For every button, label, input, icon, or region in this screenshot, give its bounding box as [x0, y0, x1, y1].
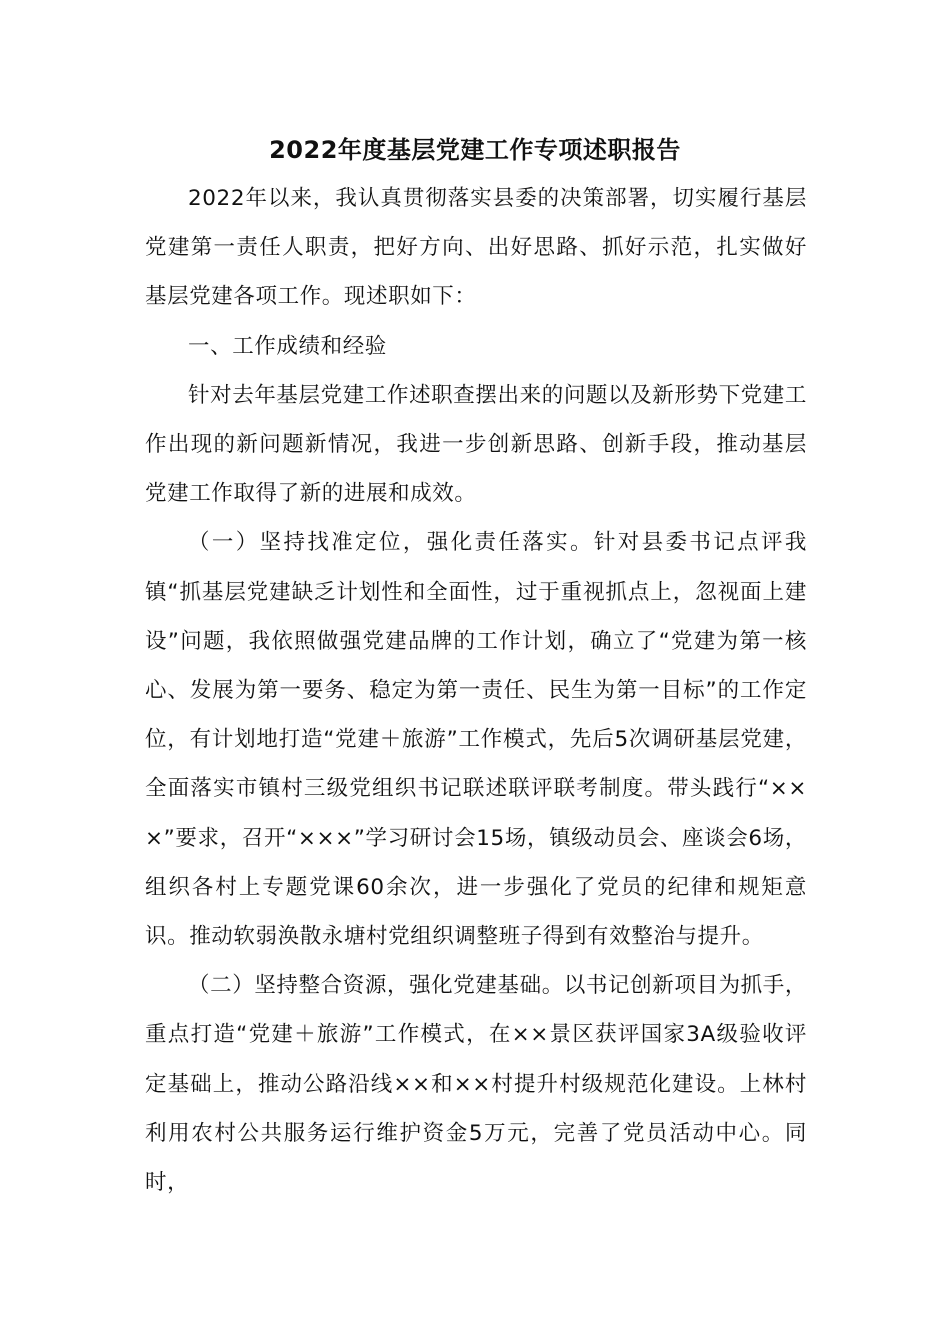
paragraph-intro: 2022年以来，我认真贯彻落实县委的决策部署，切实履行基层党建第一责任人职责，把好方向、出好思路、抓好示范，扎实做好基层党建各项工作。现述职如下：: [145, 186, 807, 310]
paragraph-item-1: （一）坚持找准定位，强化责任落实。针对县委书记点评我镇“抓基层党建缺乏计划性和全面性，过于重视抓点上，忽视面上建设”问题，我依照做强党建品牌的工作计划，确立了“党建为第一核心、发展为第一要务、稳定为第一责任、民生为第一目标”的工作定位，有计划地打造“党建＋旅游”工作模式，先后5次调研基层党建，全面落实市镇村三级党组织书记联述联评联考制度。带头践行“×××”要求，召开“×××”学习研讨会15场，镇级动员会、座谈会6场，组织各村上专题党课60余次，进一步强化了党员的纪律和规矩意识。推动软弱涣散永塘村党组织调整班子得到有效整治与提升。: [145, 530, 807, 950]
paragraph-item-2: （二）坚持整合资源，强化党建基础。以书记创新项目为抓手，重点打造“党建＋旅游”工作模式，在××景区获评国家3A级验收评定基础上，推动公路沿线××和××村提升村级规范化建设。上林村利用农村公共服务运行维护资金5万元，完善了党员活动中心。同时，: [145, 973, 807, 1196]
section-heading: 一、工作成绩和经验: [188, 333, 387, 359]
document-body: [145, 174, 807, 1207]
paragraph-overview: 针对去年基层党建工作述职查摆出来的问题以及新形势下党建工作出现的新问题新情况，我进一步创新思路、创新手段，推动基层党建工作取得了新的进展和成效。: [145, 382, 807, 507]
document-title: 2022年度基层党建工作专项述职报告: [269, 136, 681, 164]
